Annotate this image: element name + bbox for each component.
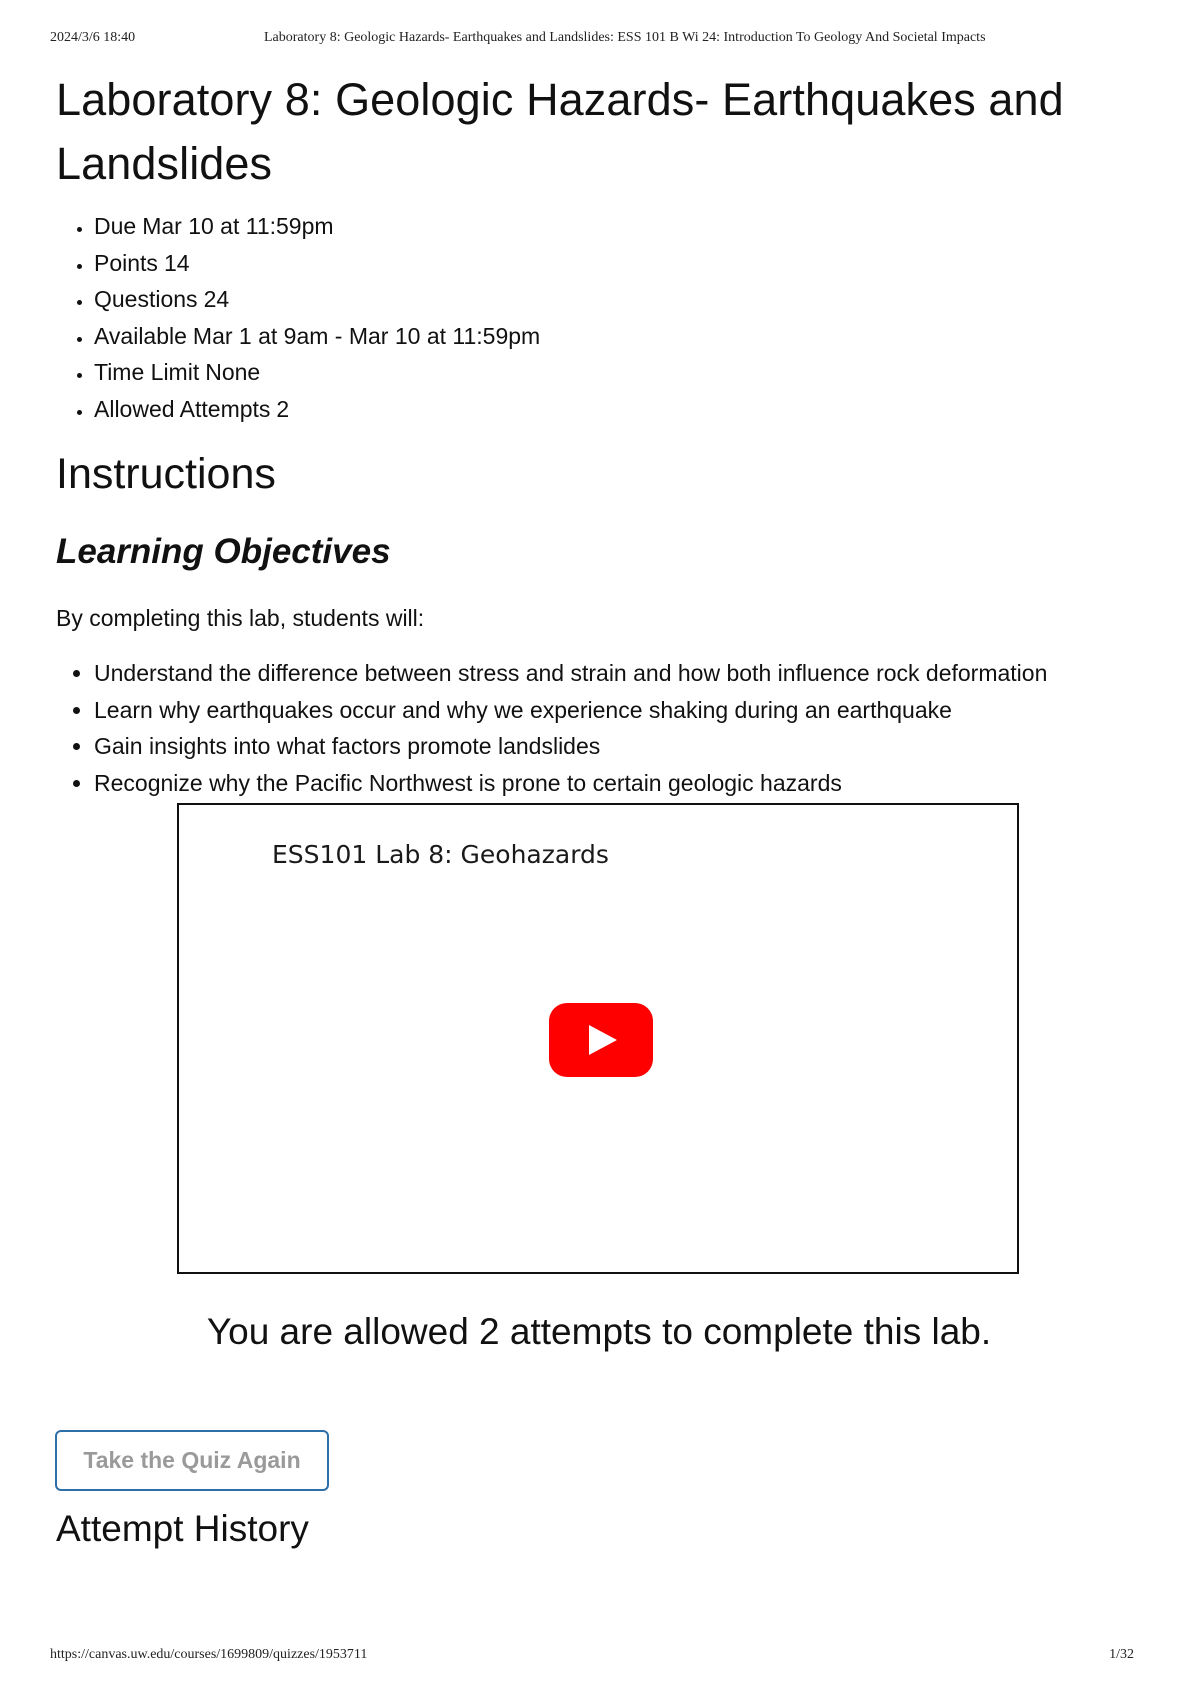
video-play-button[interactable] bbox=[549, 1003, 653, 1077]
detail-label: Questions bbox=[94, 286, 198, 312]
youtube-play-icon bbox=[589, 1025, 617, 1055]
print-header bbox=[50, 30, 1140, 50]
print-page-number: 1/32 bbox=[1109, 1647, 1134, 1662]
learning-objectives-heading: Learning Objectives bbox=[56, 532, 391, 571]
print-datetime: 2024/3/6 18:40 bbox=[50, 30, 136, 45]
objective-item: • Understand the difference between stress and strain and how both influence rock deformation bbox=[94, 655, 1116, 692]
print-url: https://canvas.uw.edu/courses/1699809/quizzes/1953711 bbox=[50, 1647, 368, 1662]
quiz-detail-questions bbox=[94, 281, 1116, 318]
embedded-video[interactable] bbox=[177, 803, 1019, 1274]
objectives-intro: By completing this lab, students will: bbox=[56, 605, 425, 631]
detail-value: 14 bbox=[163, 249, 190, 276]
quiz-detail-available bbox=[94, 318, 1116, 355]
detail-value: 24 bbox=[203, 286, 230, 312]
detail-value: Mar 1 at 9am - Mar 10 at 11:59pm bbox=[192, 322, 541, 349]
detail-label: Due bbox=[94, 213, 137, 239]
detail-value: 2 bbox=[276, 395, 290, 422]
detail-label: Points bbox=[94, 249, 158, 276]
quiz-detail-time-limit bbox=[94, 354, 1116, 391]
quiz-detail-points bbox=[94, 245, 1116, 282]
detail-value: None bbox=[205, 359, 261, 385]
detail-label: Allowed Attempts bbox=[94, 395, 271, 422]
quiz-detail-due bbox=[94, 208, 1116, 245]
print-page-title: Laboratory 8: Geologic Hazards- Earthquakes and Landslides: ESS 101 B Wi 24: Introduction To Geology And Societal Impacts bbox=[264, 30, 986, 45]
objective-item: • Gain insights into what factors promote landslides bbox=[94, 728, 1116, 765]
page-title: Laboratory 8: Geologic Hazards- Earthquakes and Landslides bbox=[56, 74, 1064, 189]
take-quiz-again-button[interactable]: Take the Quiz Again bbox=[55, 1430, 329, 1491]
quiz-details-list bbox=[56, 208, 1116, 427]
objective-item: • Recognize why the Pacific Northwest is prone to certain geologic hazards bbox=[94, 765, 1116, 802]
detail-value: Mar 10 at 11:59pm bbox=[142, 213, 334, 239]
main-content bbox=[56, 68, 1116, 801]
video-title: ESS101 Lab 8: Geohazards bbox=[272, 840, 609, 869]
instructions-heading: Instructions bbox=[56, 450, 276, 498]
attempt-history-heading: Attempt History bbox=[56, 1508, 309, 1549]
quiz-detail-allowed-attempts bbox=[94, 391, 1116, 428]
objectives-list bbox=[56, 655, 1116, 801]
detail-label: Time Limit bbox=[94, 359, 200, 385]
objective-item: • Learn why earthquakes occur and why we experience shaking during an earthquake bbox=[94, 692, 1116, 729]
detail-label: Available bbox=[94, 322, 187, 349]
attempts-note: You are allowed 2 attempts to complete this lab. bbox=[206, 1311, 992, 1352]
print-footer bbox=[50, 1647, 1140, 1667]
